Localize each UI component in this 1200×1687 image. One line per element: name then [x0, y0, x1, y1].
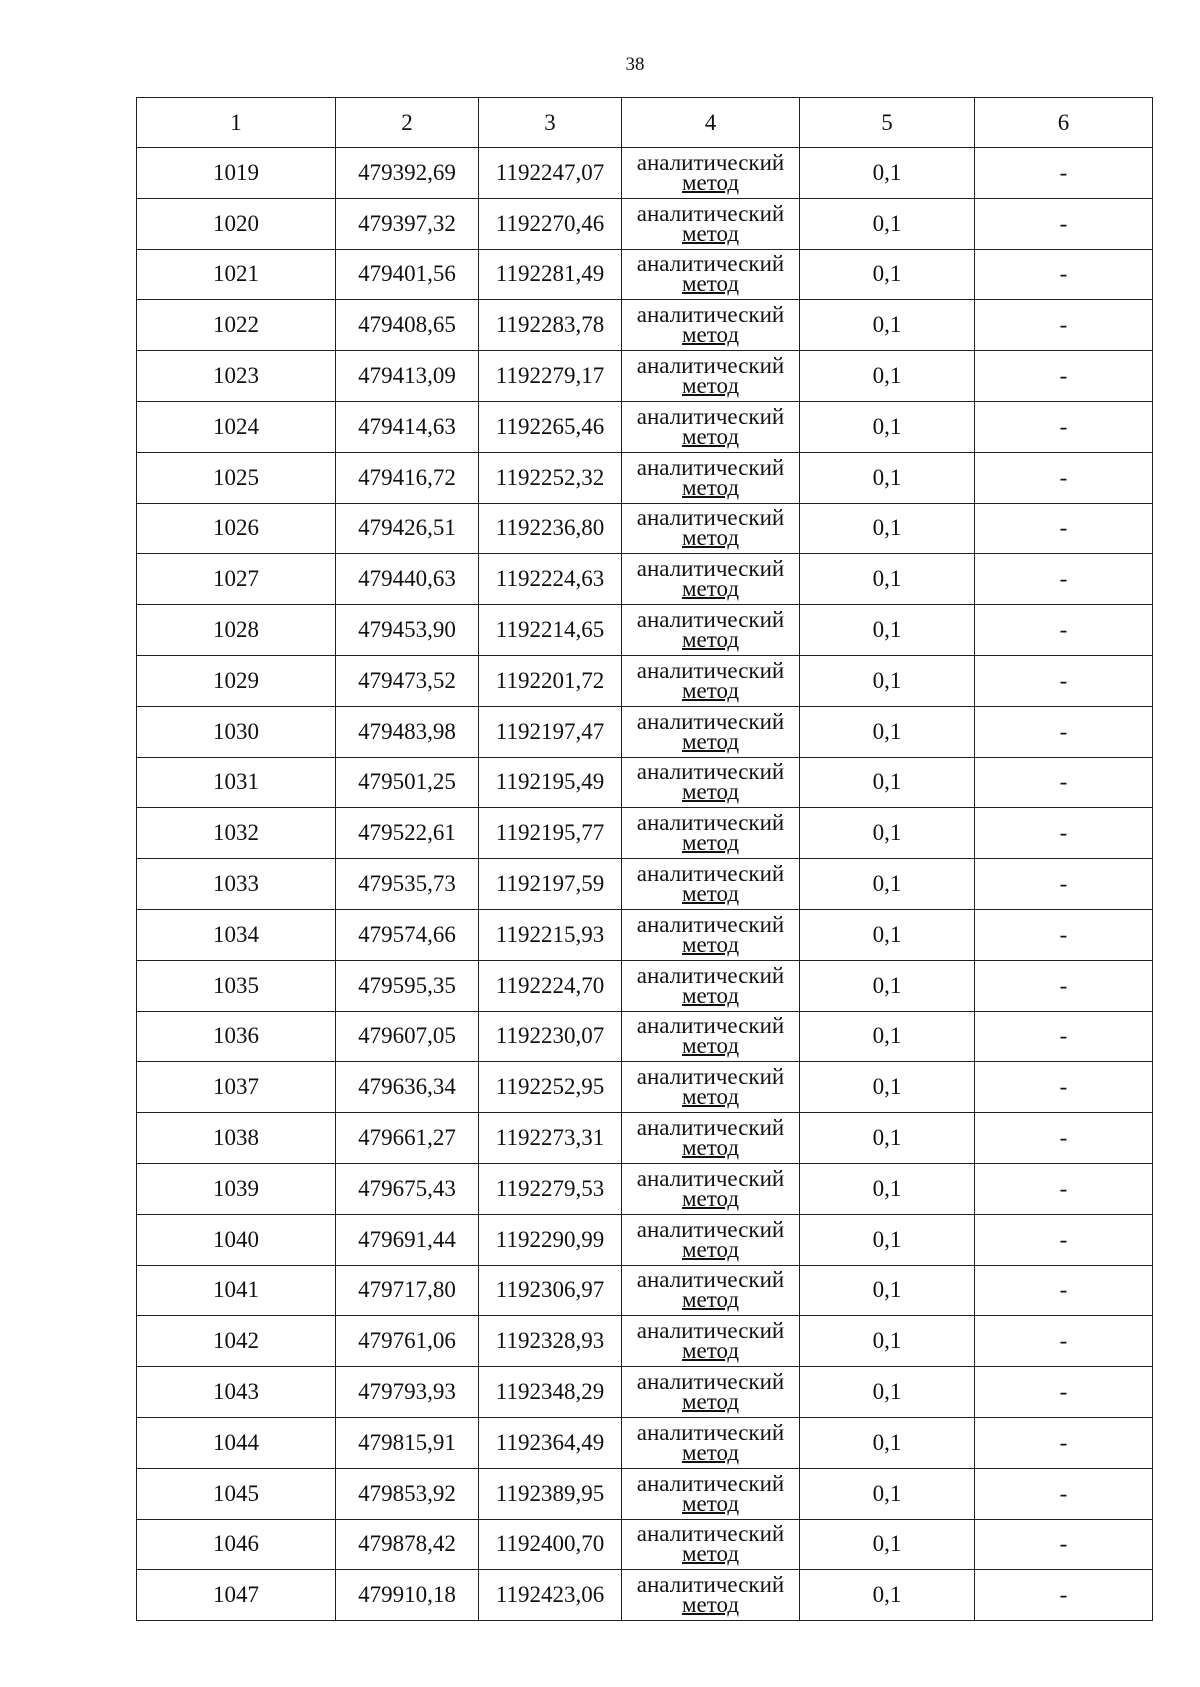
note-cell: - — [975, 1570, 1153, 1621]
method-line-1: аналитический — [636, 607, 785, 633]
header-row — [137, 98, 1153, 148]
point-number-cell: 1030 — [137, 706, 336, 757]
accuracy-cell: 0,1 — [800, 351, 975, 402]
note-cell: - — [975, 1367, 1153, 1418]
y-coordinate-cell: 1192281,49 — [479, 249, 622, 300]
point-number-cell: 1046 — [137, 1519, 336, 1570]
column-header: 1 — [137, 98, 336, 148]
method-cell — [622, 1316, 800, 1367]
point-number-cell: 1023 — [137, 351, 336, 402]
note-cell: - — [975, 655, 1153, 706]
method-cell — [622, 300, 800, 351]
column-header: 6 — [975, 98, 1153, 148]
accuracy-cell: 0,1 — [800, 1519, 975, 1570]
table-row — [137, 300, 1153, 351]
method-line-2: метод — [681, 1287, 740, 1313]
method-line-2: метод — [681, 1236, 740, 1262]
point-number-cell: 1040 — [137, 1214, 336, 1265]
method-line-1: аналитический — [636, 403, 785, 429]
y-coordinate-cell: 1192195,77 — [479, 808, 622, 859]
table-row — [137, 198, 1153, 249]
method-line-1: аналитический — [636, 1419, 785, 1445]
x-coordinate-cell: 479761,06 — [336, 1316, 479, 1367]
method-line-2: метод — [681, 830, 740, 856]
y-coordinate-cell: 1192195,49 — [479, 757, 622, 808]
method-line-1: аналитический — [636, 810, 785, 836]
y-coordinate-cell: 1192236,80 — [479, 503, 622, 554]
accuracy-cell: 0,1 — [800, 148, 975, 199]
point-number-cell: 1037 — [137, 1062, 336, 1113]
note-cell: - — [975, 1316, 1153, 1367]
accuracy-cell: 0,1 — [800, 554, 975, 605]
y-coordinate-cell: 1192265,46 — [479, 401, 622, 452]
note-cell: - — [975, 1214, 1153, 1265]
method-line-2: метод — [681, 271, 740, 297]
accuracy-cell: 0,1 — [800, 1316, 975, 1367]
method-line-2: метод — [681, 1185, 740, 1211]
y-coordinate-cell: 1192348,29 — [479, 1367, 622, 1418]
y-coordinate-cell: 1192279,53 — [479, 1163, 622, 1214]
method-line-1: аналитический — [636, 454, 785, 480]
method-line-1: аналитический — [636, 302, 785, 328]
method-line-1: аналитический — [636, 556, 785, 582]
table-row — [137, 1570, 1153, 1621]
table-row — [137, 757, 1153, 808]
accuracy-cell: 0,1 — [800, 452, 975, 503]
table-row — [137, 401, 1153, 452]
x-coordinate-cell: 479607,05 — [336, 1011, 479, 1062]
x-coordinate-cell: 479595,35 — [336, 960, 479, 1011]
method-cell — [622, 1163, 800, 1214]
x-coordinate-cell: 479392,69 — [336, 148, 479, 199]
method-line-2: метод — [681, 1439, 740, 1465]
method-line-1: аналитический — [636, 1470, 785, 1496]
y-coordinate-cell: 1192328,93 — [479, 1316, 622, 1367]
table-row — [137, 148, 1153, 199]
method-line-2: метод — [681, 423, 740, 449]
accuracy-cell: 0,1 — [800, 1011, 975, 1062]
column-header: 4 — [622, 98, 800, 148]
accuracy-cell: 0,1 — [800, 198, 975, 249]
method-line-1: аналитический — [636, 1165, 785, 1191]
accuracy-cell: 0,1 — [800, 1113, 975, 1164]
point-number-cell: 1047 — [137, 1570, 336, 1621]
note-cell: - — [975, 605, 1153, 656]
method-line-1: аналитический — [636, 1572, 785, 1598]
note-cell: - — [975, 1417, 1153, 1468]
method-line-1: аналитический — [636, 1115, 785, 1141]
page-number: 38 — [625, 54, 645, 75]
y-coordinate-cell: 1192197,47 — [479, 706, 622, 757]
note-cell: - — [975, 554, 1153, 605]
y-coordinate-cell: 1192364,49 — [479, 1417, 622, 1468]
point-number-cell: 1041 — [137, 1265, 336, 1316]
method-line-2: метод — [681, 1338, 740, 1364]
method-line-2: метод — [681, 169, 740, 195]
note-cell: - — [975, 198, 1153, 249]
method-line-2: метод — [681, 576, 740, 602]
note-cell: - — [975, 1062, 1153, 1113]
method-line-1: аналитический — [636, 962, 785, 988]
point-number-cell: 1036 — [137, 1011, 336, 1062]
x-coordinate-cell: 479453,90 — [336, 605, 479, 656]
table-row — [137, 1519, 1153, 1570]
note-cell: - — [975, 401, 1153, 452]
method-cell — [622, 1011, 800, 1062]
x-coordinate-cell: 479483,98 — [336, 706, 479, 757]
note-cell: - — [975, 351, 1153, 402]
point-number-cell: 1043 — [137, 1367, 336, 1418]
method-cell — [622, 808, 800, 859]
method-line-2: метод — [681, 1135, 740, 1161]
method-cell — [622, 655, 800, 706]
point-number-cell: 1022 — [137, 300, 336, 351]
method-line-1: аналитический — [636, 1369, 785, 1395]
method-cell — [622, 1265, 800, 1316]
table-row — [137, 554, 1153, 605]
method-cell — [622, 909, 800, 960]
accuracy-cell: 0,1 — [800, 706, 975, 757]
point-number-cell: 1038 — [137, 1113, 336, 1164]
method-line-2: метод — [681, 373, 740, 399]
method-line-2: метод — [681, 1033, 740, 1059]
table-row — [137, 351, 1153, 402]
point-number-cell: 1044 — [137, 1417, 336, 1468]
point-number-cell: 1042 — [137, 1316, 336, 1367]
y-coordinate-cell: 1192273,31 — [479, 1113, 622, 1164]
y-coordinate-cell: 1192214,65 — [479, 605, 622, 656]
y-coordinate-cell: 1192252,32 — [479, 452, 622, 503]
y-coordinate-cell: 1192224,70 — [479, 960, 622, 1011]
table-body — [137, 148, 1153, 1621]
method-cell — [622, 960, 800, 1011]
y-coordinate-cell: 1192290,99 — [479, 1214, 622, 1265]
method-line-2: метод — [681, 728, 740, 754]
accuracy-cell: 0,1 — [800, 1062, 975, 1113]
method-line-2: метод — [681, 1490, 740, 1516]
method-line-1: аналитический — [636, 861, 785, 887]
note-cell: - — [975, 452, 1153, 503]
accuracy-cell: 0,1 — [800, 1163, 975, 1214]
method-line-2: метод — [681, 779, 740, 805]
table-row — [137, 1163, 1153, 1214]
y-coordinate-cell: 1192306,97 — [479, 1265, 622, 1316]
column-header: 3 — [479, 98, 622, 148]
table-row — [137, 1468, 1153, 1519]
method-line-2: метод — [681, 525, 740, 551]
point-number-cell: 1024 — [137, 401, 336, 452]
y-coordinate-cell: 1192400,70 — [479, 1519, 622, 1570]
method-line-1: аналитический — [636, 1267, 785, 1293]
x-coordinate-cell: 479501,25 — [336, 757, 479, 808]
table-row — [137, 1316, 1153, 1367]
y-coordinate-cell: 1192252,95 — [479, 1062, 622, 1113]
method-cell — [622, 706, 800, 757]
note-cell: - — [975, 960, 1153, 1011]
point-number-cell: 1025 — [137, 452, 336, 503]
method-cell — [622, 351, 800, 402]
x-coordinate-cell: 479473,52 — [336, 655, 479, 706]
method-cell — [622, 1519, 800, 1570]
method-line-2: метод — [681, 1084, 740, 1110]
table-row — [137, 1011, 1153, 1062]
note-cell: - — [975, 300, 1153, 351]
accuracy-cell: 0,1 — [800, 1214, 975, 1265]
method-cell — [622, 757, 800, 808]
accuracy-cell: 0,1 — [800, 757, 975, 808]
method-cell — [622, 1062, 800, 1113]
table-row — [137, 909, 1153, 960]
method-line-2: метод — [681, 677, 740, 703]
table-row — [137, 605, 1153, 656]
point-number-cell: 1035 — [137, 960, 336, 1011]
point-number-cell: 1020 — [137, 198, 336, 249]
note-cell: - — [975, 1519, 1153, 1570]
point-number-cell: 1032 — [137, 808, 336, 859]
method-line-1: аналитический — [636, 200, 785, 226]
method-line-1: аналитический — [636, 505, 785, 531]
method-line-2: метод — [681, 322, 740, 348]
y-coordinate-cell: 1192201,72 — [479, 655, 622, 706]
method-cell — [622, 452, 800, 503]
method-line-1: аналитический — [636, 1521, 785, 1547]
table-row — [137, 1265, 1153, 1316]
point-number-cell: 1026 — [137, 503, 336, 554]
x-coordinate-cell: 479691,44 — [336, 1214, 479, 1265]
x-coordinate-cell: 479717,80 — [336, 1265, 479, 1316]
point-number-cell: 1034 — [137, 909, 336, 960]
column-header: 5 — [800, 98, 975, 148]
accuracy-cell: 0,1 — [800, 249, 975, 300]
method-line-1: аналитический — [636, 759, 785, 785]
x-coordinate-cell: 479397,32 — [336, 198, 479, 249]
table-row — [137, 1417, 1153, 1468]
y-coordinate-cell: 1192389,95 — [479, 1468, 622, 1519]
accuracy-cell: 0,1 — [800, 1570, 975, 1621]
accuracy-cell: 0,1 — [800, 1367, 975, 1418]
x-coordinate-cell: 479853,92 — [336, 1468, 479, 1519]
table-row — [137, 249, 1153, 300]
method-line-2: метод — [681, 1389, 740, 1415]
note-cell: - — [975, 808, 1153, 859]
method-line-1: аналитический — [636, 251, 785, 277]
table-row — [137, 655, 1153, 706]
accuracy-cell: 0,1 — [800, 909, 975, 960]
x-coordinate-cell: 479675,43 — [336, 1163, 479, 1214]
x-coordinate-cell: 479535,73 — [336, 859, 479, 910]
method-cell — [622, 1417, 800, 1468]
x-coordinate-cell: 479661,27 — [336, 1113, 479, 1164]
method-line-1: аналитический — [636, 1318, 785, 1344]
method-cell — [622, 1214, 800, 1265]
x-coordinate-cell: 479910,18 — [336, 1570, 479, 1621]
method-line-2: метод — [681, 982, 740, 1008]
method-line-2: метод — [681, 1541, 740, 1567]
note-cell: - — [975, 1011, 1153, 1062]
point-number-cell: 1027 — [137, 554, 336, 605]
x-coordinate-cell: 479426,51 — [336, 503, 479, 554]
x-coordinate-cell: 479878,42 — [336, 1519, 479, 1570]
method-line-1: аналитический — [636, 353, 785, 379]
y-coordinate-cell: 1192197,59 — [479, 859, 622, 910]
method-line-1: аналитический — [636, 911, 785, 937]
y-coordinate-cell: 1192270,46 — [479, 198, 622, 249]
note-cell: - — [975, 859, 1153, 910]
accuracy-cell: 0,1 — [800, 1265, 975, 1316]
method-cell — [622, 249, 800, 300]
method-line-1: аналитический — [636, 1013, 785, 1039]
x-coordinate-cell: 479413,09 — [336, 351, 479, 402]
method-cell — [622, 148, 800, 199]
method-cell — [622, 859, 800, 910]
method-cell — [622, 1468, 800, 1519]
x-coordinate-cell: 479414,63 — [336, 401, 479, 452]
method-line-2: метод — [681, 1592, 740, 1618]
x-coordinate-cell: 479815,91 — [336, 1417, 479, 1468]
method-line-2: метод — [681, 220, 740, 246]
y-coordinate-cell: 1192283,78 — [479, 300, 622, 351]
accuracy-cell: 0,1 — [800, 401, 975, 452]
x-coordinate-cell: 479408,65 — [336, 300, 479, 351]
point-number-cell: 1021 — [137, 249, 336, 300]
table-row — [137, 1062, 1153, 1113]
accuracy-cell: 0,1 — [800, 1417, 975, 1468]
note-cell: - — [975, 249, 1153, 300]
point-number-cell: 1031 — [137, 757, 336, 808]
accuracy-cell: 0,1 — [800, 655, 975, 706]
column-header: 2 — [336, 98, 479, 148]
y-coordinate-cell: 1192215,93 — [479, 909, 622, 960]
x-coordinate-cell: 479793,93 — [336, 1367, 479, 1418]
coordinates-table — [136, 97, 1153, 1621]
method-line-1: аналитический — [636, 708, 785, 734]
accuracy-cell: 0,1 — [800, 808, 975, 859]
x-coordinate-cell: 479636,34 — [336, 1062, 479, 1113]
note-cell: - — [975, 1163, 1153, 1214]
point-number-cell: 1019 — [137, 148, 336, 199]
method-line-2: метод — [681, 881, 740, 907]
method-cell — [622, 1113, 800, 1164]
table-row — [137, 1214, 1153, 1265]
x-coordinate-cell: 479416,72 — [336, 452, 479, 503]
method-cell — [622, 554, 800, 605]
note-cell: - — [975, 148, 1153, 199]
method-line-2: метод — [681, 931, 740, 957]
table-row — [137, 859, 1153, 910]
point-number-cell: 1045 — [137, 1468, 336, 1519]
x-coordinate-cell: 479522,61 — [336, 808, 479, 859]
table-row — [137, 1367, 1153, 1418]
table-row — [137, 452, 1153, 503]
table-row — [137, 503, 1153, 554]
method-cell — [622, 198, 800, 249]
note-cell: - — [975, 503, 1153, 554]
y-coordinate-cell: 1192247,07 — [479, 148, 622, 199]
y-coordinate-cell: 1192423,06 — [479, 1570, 622, 1621]
method-line-1: аналитический — [636, 1216, 785, 1242]
note-cell: - — [975, 1265, 1153, 1316]
note-cell: - — [975, 909, 1153, 960]
point-number-cell: 1028 — [137, 605, 336, 656]
point-number-cell: 1029 — [137, 655, 336, 706]
table-row — [137, 706, 1153, 757]
x-coordinate-cell: 479401,56 — [336, 249, 479, 300]
x-coordinate-cell: 479574,66 — [336, 909, 479, 960]
method-line-1: аналитический — [636, 1064, 785, 1090]
y-coordinate-cell: 1192224,63 — [479, 554, 622, 605]
point-number-cell: 1039 — [137, 1163, 336, 1214]
accuracy-cell: 0,1 — [800, 300, 975, 351]
method-cell — [622, 401, 800, 452]
y-coordinate-cell: 1192230,07 — [479, 1011, 622, 1062]
method-line-2: метод — [681, 474, 740, 500]
method-line-1: аналитический — [636, 149, 785, 175]
y-coordinate-cell: 1192279,17 — [479, 351, 622, 402]
table-row — [137, 808, 1153, 859]
accuracy-cell: 0,1 — [800, 859, 975, 910]
note-cell: - — [975, 1468, 1153, 1519]
accuracy-cell: 0,1 — [800, 1468, 975, 1519]
point-number-cell: 1033 — [137, 859, 336, 910]
note-cell: - — [975, 757, 1153, 808]
method-line-1: аналитический — [636, 657, 785, 683]
method-line-2: метод — [681, 627, 740, 653]
method-cell — [622, 503, 800, 554]
method-cell — [622, 1367, 800, 1418]
accuracy-cell: 0,1 — [800, 503, 975, 554]
method-cell — [622, 1570, 800, 1621]
table-row — [137, 960, 1153, 1011]
accuracy-cell: 0,1 — [800, 960, 975, 1011]
method-cell — [622, 605, 800, 656]
accuracy-cell: 0,1 — [800, 605, 975, 656]
x-coordinate-cell: 479440,63 — [336, 554, 479, 605]
note-cell: - — [975, 706, 1153, 757]
table-row — [137, 1113, 1153, 1164]
note-cell: - — [975, 1113, 1153, 1164]
